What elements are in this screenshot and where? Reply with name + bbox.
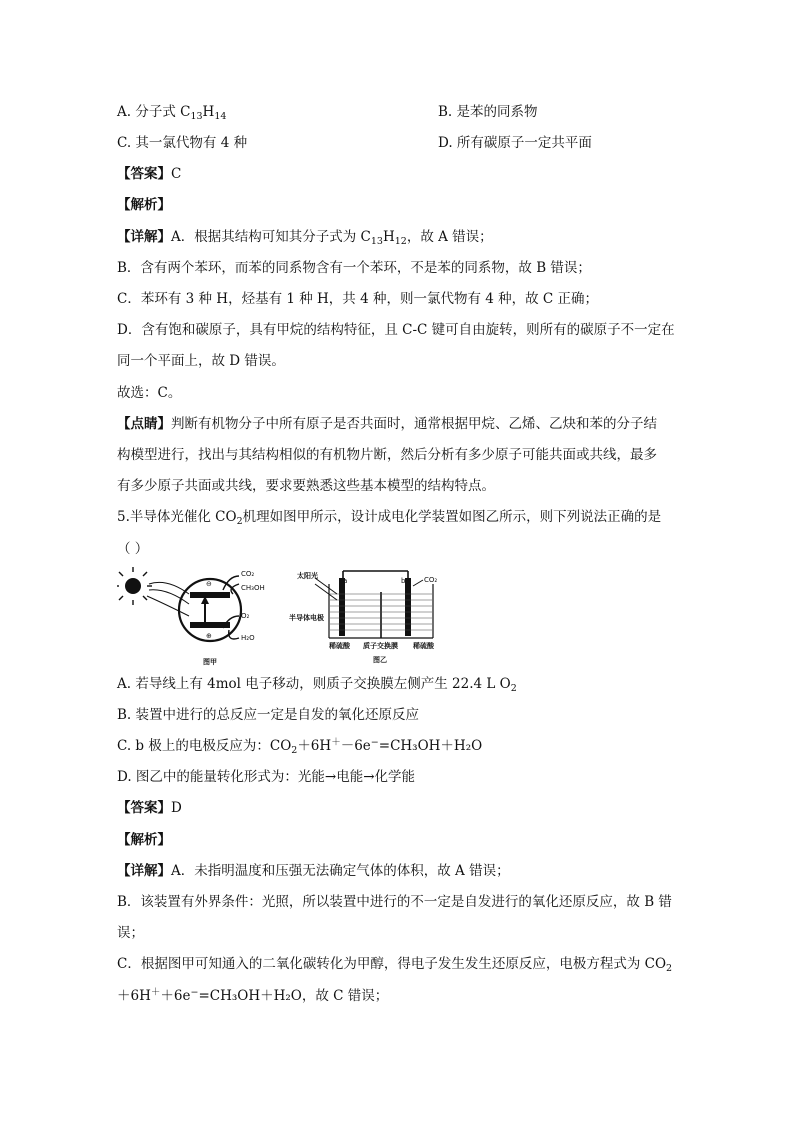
detail-2-b1: B．该装置有外界条件：光照，所以装置中进行的不一定是自发进行的氧化还原反应，故 B 错 [117, 894, 672, 910]
svg-text:⊕: ⊕ [206, 632, 212, 640]
question-5-stem: 5.半导体光催化 $CO_2$机理如图甲所示，设计成电化学装置如图乙所示，则下列说法正确的是 [117, 509, 662, 527]
dilute-acid-left-label: 稀硫酸 [329, 642, 350, 650]
electrode-a-label: a [343, 577, 348, 585]
question-5-bracket: （ ） [117, 541, 149, 557]
detail-2-c1: C．根据图甲可知通入的二氧化碳转化为甲醇，得电子发生发生还原反应，电极方程式为 $CO_2$ [117, 956, 673, 974]
option-d-prev: D. 所有碳原子一定共平面 [438, 135, 592, 151]
q5-option-d: D. 图乙中的能量转化形式为：光能→电能→化学能 [117, 769, 416, 785]
fig2-caption: 图乙 [373, 656, 387, 664]
detail-1-a: 【详解】A．根据其结构可知其分子式为 $C_{13}H_{12}$，故 A 错误； [117, 229, 493, 247]
plus-label [206, 632, 212, 640]
dilute-acid-right-label: 稀硫酸 [413, 642, 434, 650]
sunlight-label: 太阳光 [297, 572, 318, 580]
electrode-label: 半导体电极 [289, 614, 324, 622]
detail-2-a: 【详解】A．未指明温度和压强无法确定气体的体积，故 A 错误； [117, 863, 510, 879]
sun-icon [117, 567, 152, 605]
q5-option-b: B. 装置中进行的总反应一定是自发的氧化还原反应 [117, 707, 420, 723]
tip-1-l2: 构模型进行，找出与其结构相似的有机物片断，然后分析有多少原子可能共面或共线，最多 [117, 447, 657, 463]
svg-text:⊖: ⊖ [206, 580, 212, 588]
analysis-1-label: 【解析】 [117, 197, 171, 213]
detail-1-d2: 同一个平面上，故 D 错误。 [117, 353, 285, 369]
detail-2-c2: ＋6H＋＋6e−=CH₃OH＋H₂O，故 C 错误； [117, 987, 389, 1004]
option-c-prev: C. 其一氯代物有 4 种 [117, 135, 248, 151]
fig1-caption: 图甲 [203, 658, 217, 666]
detail-2-b2: 误； [117, 925, 144, 941]
detail-1-d1: D．含有饱和碳原子，具有甲烷的结构特征，且 C-C 键可自由旋转，则所有的碳原子不一定在 [117, 322, 675, 338]
h2o-label: H₂O [241, 634, 255, 642]
analysis-2-label: 【解析】 [117, 832, 171, 848]
minus-label [206, 580, 212, 588]
o2-label: O₂ [241, 612, 250, 620]
co2-right-label: CO₂ [424, 576, 438, 584]
option-a-prev: A. 分子式 $C_{13}H_{14}$ [117, 104, 227, 122]
electrode-b-label: b [401, 577, 406, 585]
membrane-label: 质子交换膜 [363, 642, 398, 650]
ch3oh-label: CH₃OH [241, 584, 265, 592]
q5-option-c: C. b 极上的电极反应为：$CO_2+6H^+-6e^-=CH_3OH+H_2O$ [117, 737, 483, 756]
tip-1-l3: 有多少原子共面或共线，要求要熟悉这些基本模型的结构特点。 [117, 478, 495, 494]
detail-1-choice: 故选：C。 [117, 385, 182, 401]
electrochemical-cell [315, 571, 433, 638]
co2-label: CO₂ [241, 570, 255, 578]
detail-1-b: B．含有两个苯环，而苯的同系物含有一个苯环，不是苯的同系物，故 B 错误； [117, 260, 591, 276]
answer-2: 【答案】D [117, 800, 182, 816]
mechanism-figure [117, 564, 467, 668]
q5-option-a: A. 若导线上有 4mol 电子移动，则质子交换膜左侧产生 22.4 L $O_2$ [117, 676, 517, 694]
tip-1-l1: 【点睛】判断有机物分子中所有原子是否共面时，通常根据甲烷、乙烯、乙炔和苯的分子结 [117, 416, 657, 432]
detail-1-c: C．苯环有 3 种 H，烃基有 1 种 H，共 4 种，则一氯代物有 4 种，故 C 正确； [117, 291, 599, 307]
option-b-prev: B. 是苯的同系物 [438, 104, 538, 120]
answer-1: 【答案】C [117, 166, 182, 182]
